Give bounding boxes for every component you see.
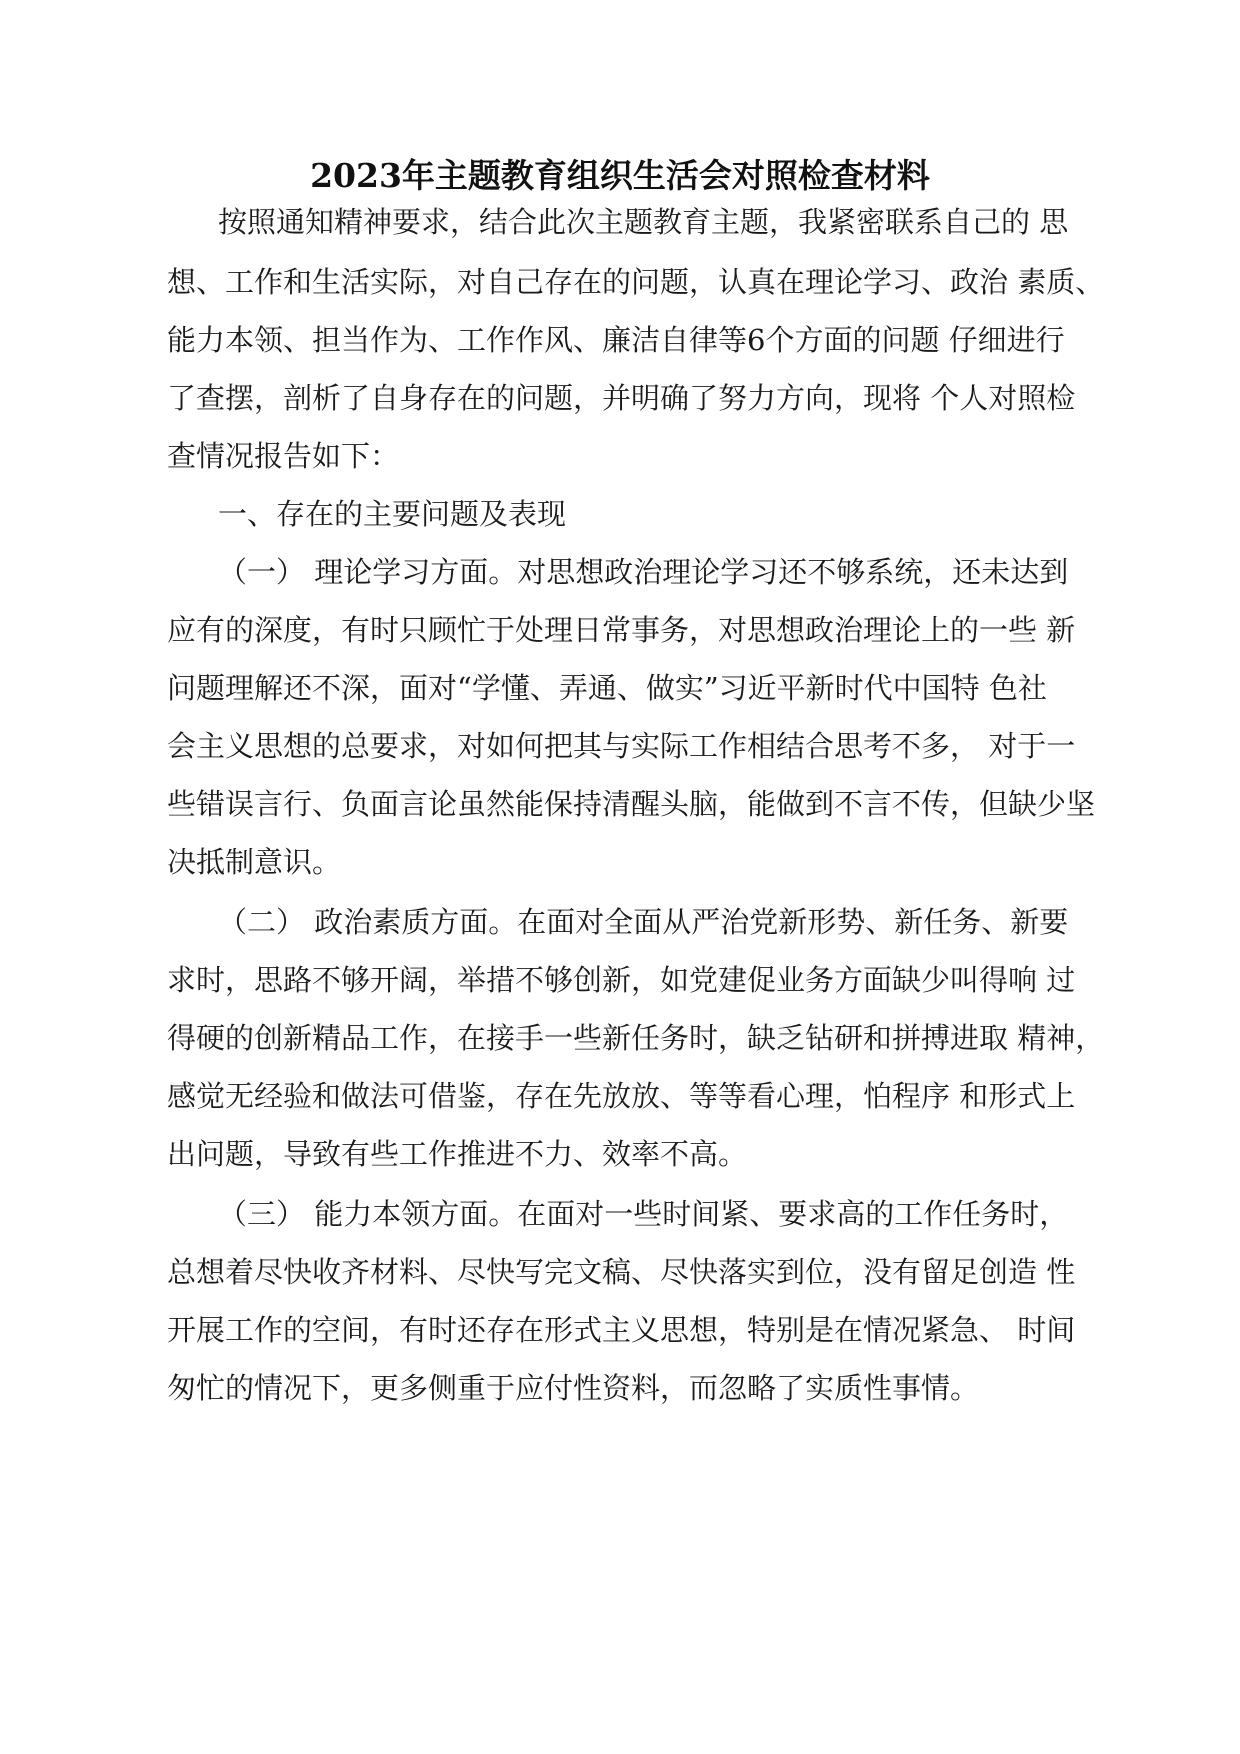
- text-line: [0, 1064, 1240, 1128]
- text-line-content: 能力本领、担当作为、工作作风、廉洁自律等6个方面的问题 仔细进行: [167, 323, 1065, 357]
- text-line: [0, 890, 1240, 954]
- text-line-content: 出问题，导致有些工作推进不力、效率不高。: [167, 1137, 748, 1171]
- text-line-content: 问题理解还不深，面对“学懂、弄通、做实”习近平新时代中国特 色社: [167, 671, 1047, 705]
- text-line-content: 会主义思想的总要求，对如何把其与实际工作相结合思考不多， 对于一: [167, 729, 1076, 763]
- text-line-content: 求时，思路不够开阔，举措不够创新，如党建促业务方面缺少叫得响 过: [167, 963, 1076, 997]
- text-line: [0, 1182, 1240, 1246]
- text-line: [0, 948, 1240, 1012]
- text-line: [0, 366, 1240, 430]
- text-line: [0, 656, 1240, 720]
- text-line: [0, 1356, 1240, 1420]
- text-line: [0, 598, 1240, 662]
- text-line-content: 决抵制意识。: [167, 845, 342, 879]
- text-line-content: 匆忙的情况下，更多侧重于应付性资料，而忽略了实质性事情。: [167, 1371, 980, 1405]
- text-line: [0, 714, 1240, 778]
- text-line: [0, 1122, 1240, 1186]
- text-line: [0, 830, 1240, 894]
- text-line-content: 查情况报告如下：: [167, 439, 400, 473]
- text-line-content: 开展工作的空间，有时还存在形式主义思想，特别是在情况紧急、 时间: [167, 1313, 1076, 1347]
- section-heading: [0, 482, 1240, 546]
- text-line: [0, 250, 1240, 314]
- text-line: [0, 308, 1240, 372]
- text-line-content: 些错误言行、负面言论虽然能保持清醒头脑，能做到不言不传，但缺少坚: [167, 787, 1096, 821]
- text-line-content: （二） 政治素质方面。在面对全面从严治党新形势、新任务、新要: [218, 905, 1069, 939]
- text-line-content: 得硬的创新精品工作，在接手一些新任务时，缺乏钻研和拼搏进取 精神，: [167, 1021, 1105, 1055]
- text-line-content: 想、工作和生活实际，对自己存在的问题，认真在理论学习、政治 素质、: [167, 265, 1105, 299]
- text-line: [0, 424, 1240, 488]
- text-line: [0, 1240, 1240, 1304]
- text-line: [0, 540, 1240, 604]
- text-line: [0, 190, 1240, 254]
- text-line-content: 应有的深度，有时只顾忙于处理日常事务，对思想政治理论上的一些 新: [167, 613, 1076, 647]
- text-line: [0, 1298, 1240, 1362]
- text-line-content: （一） 理论学习方面。对思想政治理论学习还不够系统，还未达到: [218, 555, 1069, 589]
- document-title: 2023年主题教育组织生活会对照检查材料: [310, 156, 930, 195]
- text-line-content: （三） 能力本领方面。在面对一些时间紧、要求高的工作任务时，: [218, 1197, 1069, 1231]
- text-line-content: 总想着尽快收齐材料、尽快写完文稿、尽快落实到位，没有留足创造 性: [167, 1255, 1076, 1289]
- text-line: [0, 1006, 1240, 1070]
- text-line-content: 按照通知精神要求，结合此次主题教育主题，我紧密联系自己的 思: [218, 205, 1069, 239]
- text-line-content: 了查摆，剖析了自身存在的问题，并明确了努力方向，现将 个人对照检: [167, 381, 1076, 415]
- section-heading-text: 一、存在的主要问题及表现: [218, 497, 567, 531]
- text-line-content: 感觉无经验和做法可借鉴，存在先放放、等等看心理，怕程序 和形式上: [167, 1079, 1076, 1113]
- text-line: [0, 772, 1240, 836]
